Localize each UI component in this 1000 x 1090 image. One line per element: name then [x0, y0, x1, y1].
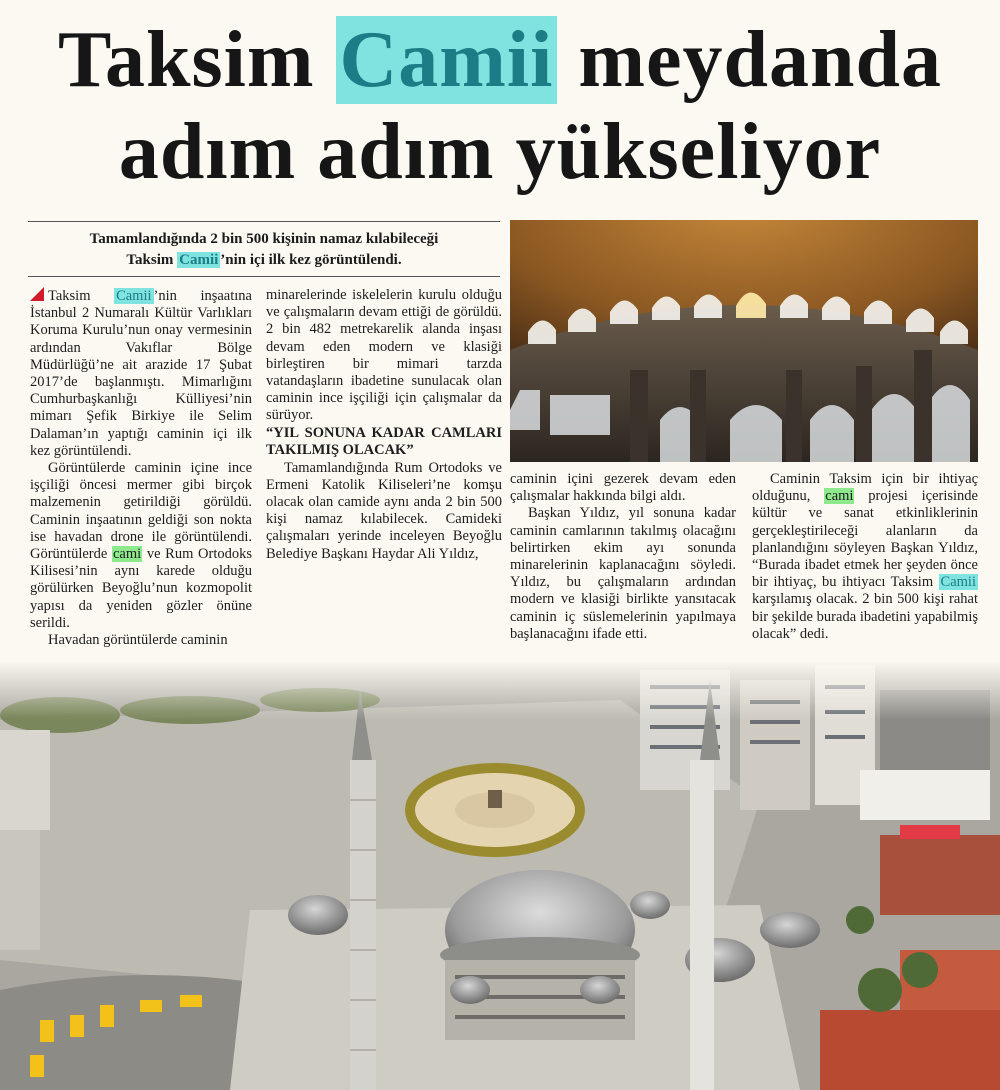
paragraph — [752, 471, 978, 643]
paragraph: Başkan Yıldız, yıl sonuna kadar caminin camlarının takılmış olacağını belirtirken ekim ayı sonunda minarelerinin kaplanacağını söyledi. Yıldız, bu çalışmaların ardından modern ve klasiği birlikte yansıtacak caminin iç süslemelerinin yapılmaya başlanacağını ifade etti. — [510, 505, 736, 642]
paragraph-text: ve Rum Ortodoks Kilisesi’nin aynı karede olduğu görülürken Beyoğlu’nun kozmopolit yapısı da yeniden gözler önüne serildi. — [30, 546, 252, 631]
subhead-text: Taksim — [126, 252, 178, 268]
paragraph — [30, 460, 252, 632]
paragraph-text: Görüntülerde caminin içine ince işçiliği öncesi mermer gibi birçok malzemenin getirildiği görüldü. Caminin inşaatının geldiği son nokta ise havadan drone ile görüntülendi. Görüntülerde — [30, 460, 252, 563]
highlight-term: cami — [825, 488, 854, 505]
headline-text: Taksim — [57, 16, 336, 104]
article-column-3 — [510, 471, 736, 643]
paragraph-text: karşılamış olacak. 2 bin 500 kişi rahat bir şekilde burada ibadetini yapabilmiş olacak” dedi. — [752, 591, 978, 642]
interior-illustration — [510, 220, 978, 462]
paragraph-text: Taksim — [48, 288, 115, 304]
highlight-term: Camii — [940, 574, 976, 591]
mosque-interior-photo — [510, 220, 978, 462]
headline-line1 — [0, 14, 1000, 106]
subhead-line1: Tamamlandığında 2 bin 500 kişinin namaz kılabileceği — [89, 231, 439, 247]
headline-line2: adım adım yükseliyor — [118, 108, 882, 196]
paragraph: caminin içini gezerek devam eden çalışmalar hakkında bilgi aldı. — [510, 471, 736, 505]
headline-text: meydanda — [557, 16, 942, 104]
paragraph-text: projesi içerisinde kültür ve sanat etkinliklerinin gerçekleştirileceği alanların da planlandığını söyleyen Başkan Yıldız, “Burada ibadet etmek her şeyden önce bir ihtiyaç, bu ihtiyacı Taksim — [752, 488, 978, 591]
paragraph-text: ’nin inşaatına İstanbul 2 Numaralı Kültür Varlıkları Koruma Kurulu’nun onay vermesinin ardından Vakıflar Bölge Müdürlüğü’ne ait arazide 17 Şubat 2017’de başlanmıştı. Mimarlığını Cumhurbaşkanlığı Külliyesi’nin mimarı Şefik Birkiye ile Selim Dalaman’ın yaptığı caminin içi ilk kez görüntülendi. — [30, 288, 252, 459]
paragraph — [30, 287, 252, 460]
subhead-text: ’nin içi ilk kez görüntülendi. — [220, 252, 402, 268]
headline — [0, 14, 1000, 198]
paragraph: Havadan görüntülerde caminin — [48, 632, 228, 649]
subhead-highlight: Camii — [179, 252, 219, 268]
article-column-1 — [30, 287, 252, 649]
subhead — [28, 221, 500, 277]
aerial-illustration — [0, 660, 1000, 1090]
headline-highlight: Camii — [336, 16, 558, 104]
subhead-line2 — [28, 250, 500, 271]
article-column-4 — [752, 471, 978, 643]
crosshead: “YIL SONUNA KADAR CAMLARI TAKILMIŞ OLACAK” — [266, 424, 502, 459]
aerial-taksim-photo — [0, 660, 1000, 1090]
article-column-2 — [266, 287, 502, 563]
paragraph-text: Caminin Taksim için bir ihtiyaç olduğunu, — [752, 471, 978, 505]
paragraph: minarelerinde iskelelerin kurulu olduğu ve çalışmaların devam ettiği de görüldü. 2 bin 482 metrekarelik alanda inşası devam eden modern ve klasiği birleştiren bir mimari tarzda vatandaşların ibadetine sunulacak olan caminin ince işçiliği için çalışmalar da sürüyor. — [266, 287, 502, 424]
highlight-term: cami — [112, 546, 142, 563]
highlight-term: Camii — [116, 288, 152, 304]
paragraph: Tamamlandığında Rum Ortodoks ve Ermeni Katolik Kiliseleri’ne komşu olacak olan camide aynı anda 2 bin 500 kişi namaz kılabilecek. Camideki çalışmaları yerinde inceleyen Beyoğlu Belediye Başkanı Haydar Ali Yıldız, — [266, 459, 502, 562]
red-corner-icon — [30, 287, 44, 301]
